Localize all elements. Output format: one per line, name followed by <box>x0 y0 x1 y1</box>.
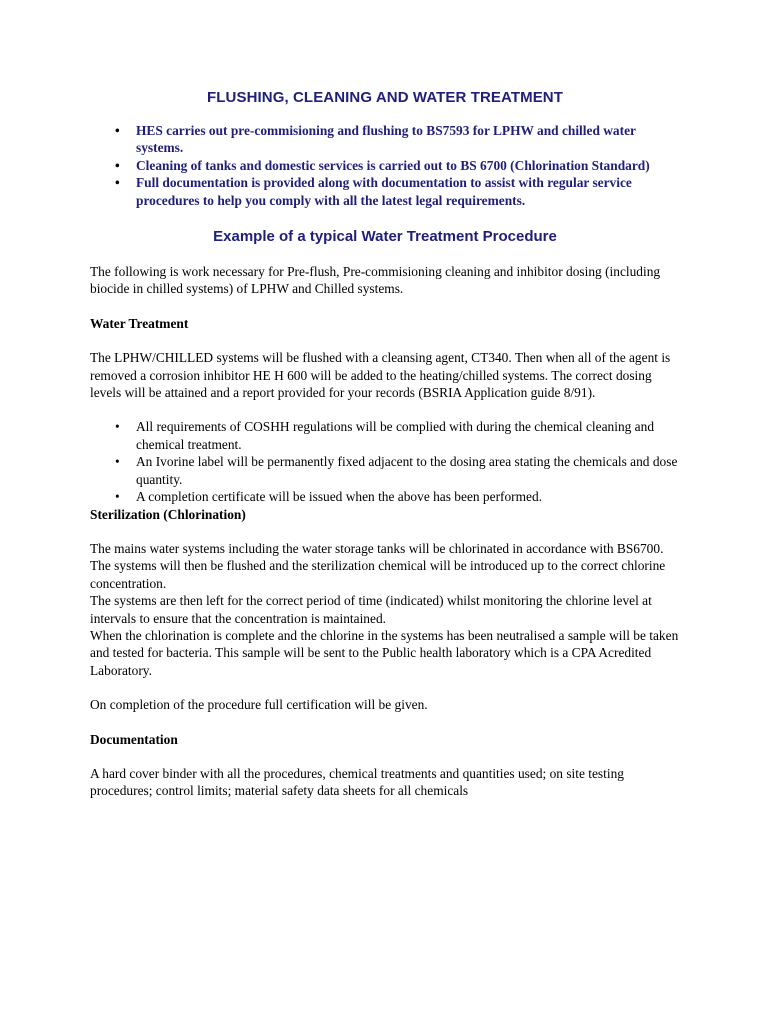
intro-bullet-3 <box>115 174 680 209</box>
sterilization-line-1: The mains water systems including the water storage tanks will be chlorinated in accordance with BS6700. <box>90 540 664 556</box>
intro-bullet-1 <box>115 122 680 157</box>
documentation-heading: Documentation <box>90 731 178 747</box>
procedure-subtitle: Example of a typical Water Treatment Procedure <box>213 228 557 246</box>
intro-bullet-list <box>90 122 680 209</box>
bullet-icon: • <box>115 419 120 435</box>
intro-bullet-2 <box>115 157 680 174</box>
completion-paragraph: On completion of the procedure full certification will be given. <box>90 697 428 713</box>
water-treatment-bullet-3 <box>115 488 680 505</box>
water-treatment-bullet-text: An Ivorine label will be permanently fixed adjacent to the dosing area stating the chemicals and dose quantity. <box>136 454 678 487</box>
water-treatment-bullet-2 <box>115 453 680 488</box>
water-treatment-bullet-list <box>90 418 680 505</box>
intro-bullet-text: Full documentation is provided along with documentation to assist with regular service procedures to help you comply with all the latest legal requirements. <box>136 175 632 208</box>
sterilization-line-4: When the chlorination is complete and the chlorine in the systems has been neutralised a sample will be taken and tested for bacteria. This sample will be sent to the Public health laboratory which is a CPA Acredited Laboratory. <box>90 627 679 678</box>
sterilization-body <box>90 540 680 679</box>
bullet-icon: • <box>115 454 120 470</box>
water-treatment-bullet-text: All requirements of COSHH regulations will be complied with during the chemical cleaning and chemical treatment. <box>136 419 655 452</box>
bullet-icon: • <box>115 157 120 173</box>
bullet-icon: • <box>115 175 120 191</box>
bullet-icon: • <box>115 123 120 138</box>
intro-paragraph: The following is work necessary for Pre-flush, Pre-commisioning cleaning and inhibitor dosing (including biocide in chilled systems) of LPHW and Chilled systems. <box>90 264 661 297</box>
intro-bullet-text: HES carries out pre-commisioning and flushing to BS7593 for LPHW and chilled water systems. <box>136 123 636 156</box>
water-treatment-paragraph: The LPHW/CHILLED systems will be flushed with a cleansing agent, CT340. Then when all of the agent is removed a corrosion inhibitor HE H 600 will be added to the heating/chilled systems. The correct dosing levels will be attained and a report provided for your records (BSRIA Application guide 8/91). <box>90 350 671 401</box>
bullet-icon: • <box>115 489 120 505</box>
intro-bullet-text: Cleaning of tanks and domestic services is carried out to BS 6700 (Chlorination Standard) <box>136 157 650 173</box>
water-treatment-heading: Water Treatment <box>90 315 189 331</box>
water-treatment-bullet-text: A completion certificate will be issued when the above has been performed. <box>136 489 543 505</box>
documentation-paragraph: A hard cover binder with all the procedures, chemical treatments and quantities used; on site testing procedures; control limits; material safety data sheets for all chemicals <box>90 765 624 799</box>
sterilization-line-2: The systems will then be flushed and the sterilization chemical will be introduced up to the correct chlorine concentration. <box>90 558 666 591</box>
document-title: FLUSHING, CLEANING AND WATER TREATMENT <box>207 89 563 106</box>
water-treatment-bullet-1 <box>115 418 680 453</box>
sterilization-heading: Sterilization (Chlorination) <box>90 506 246 522</box>
sterilization-line-3: The systems are then left for the correct period of time (indicated) whilst monitoring the chlorine level at intervals to ensure that the concentration is maintained. <box>90 593 652 626</box>
